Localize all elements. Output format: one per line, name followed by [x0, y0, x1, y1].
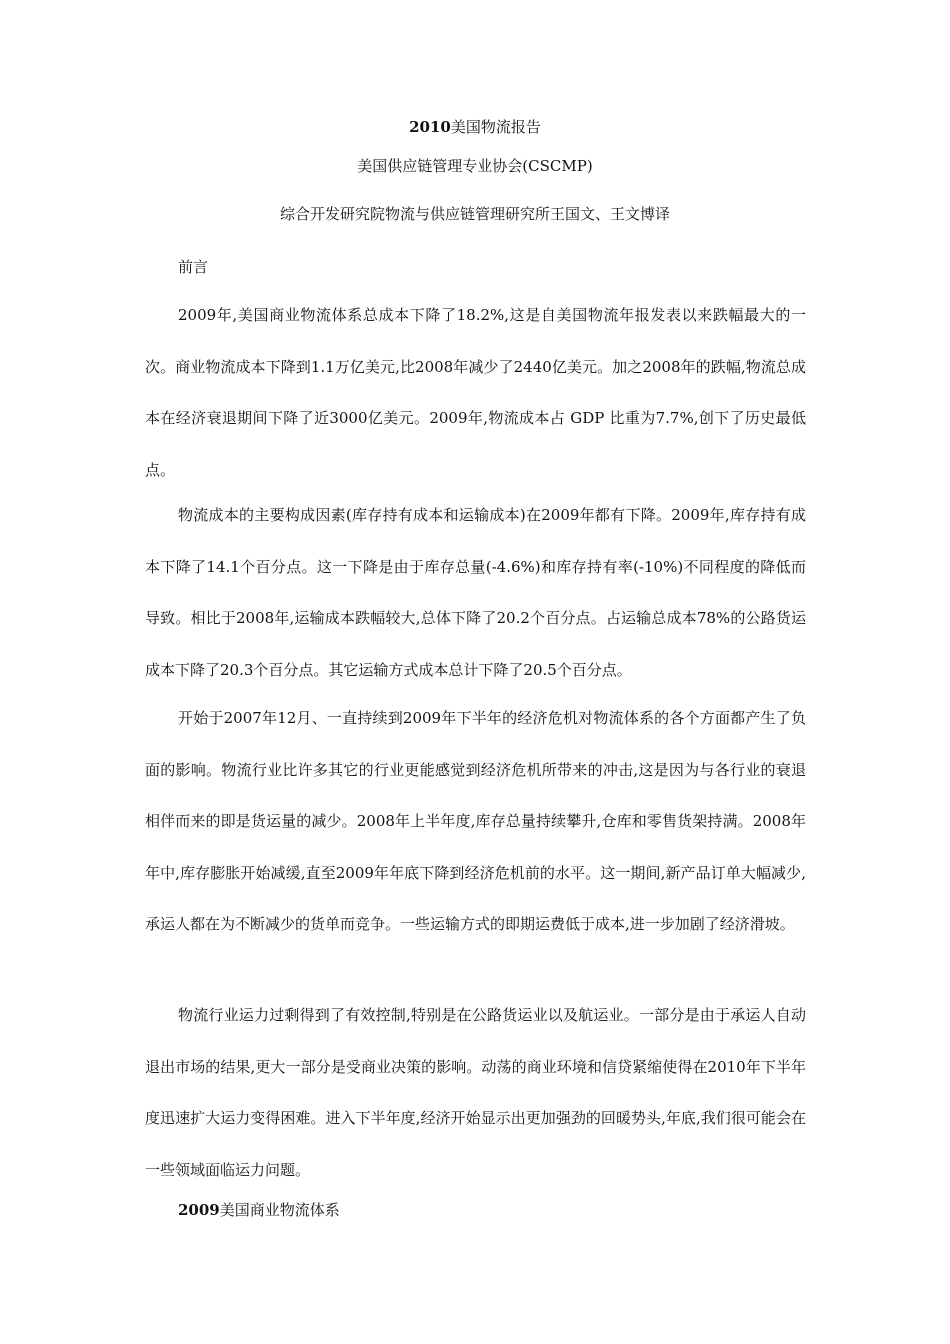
section-heading-year: 2009: [178, 1201, 220, 1219]
organization-line: 美国供应链管理专业协会(CSCMP): [357, 157, 593, 175]
section-heading-text: 美国商业物流体系: [219, 1201, 340, 1219]
section-heading: [178, 1200, 340, 1220]
document-title: [0, 117, 950, 137]
preface-heading: 前言: [178, 258, 209, 276]
paragraph-4: 物流行业运力过剩得到了有效控制,特别是在公路货运业以及航运业。一部分是由于承运人自动退出市场的结果,更大一部分是受商业决策的影响。动荡的商业环境和信贷紧缩使得在2010年下半年度迅速扩大运力变得困难。进入下半年度,经济开始显示出更加强劲的回暖势头,年底,我们很可能会在一些领域面临运力问题。: [145, 1006, 806, 1179]
title-year: 2010: [409, 118, 451, 136]
paragraph-1: 2009年,美国商业物流体系总成本下降了18.2%,这是自美国物流年报发表以来跌幅最大的一次。商业物流成本下降到1.1万亿美元,比2008年减少了2440亿美元。加之2008年的跌幅,物流总成本在经济衰退期间下降了近3000亿美元。2009年,物流成本占 GDP 比重为7.7%,创下了历史最低点。: [145, 306, 806, 479]
paragraph-3: 开始于2007年12月、一直持续到2009年下半年的经济危机对物流体系的各个方面都产生了负面的影响。物流行业比许多其它的行业更能感觉到经济危机所带来的冲击,这是因为与各行业的衰退相伴而来的即是货运量的减少。2008年上半年度,库存总量持续攀升,仓库和零售货架持满。2008年年中,库存膨胀开始减缓,直至2009年年底下降到经济危机前的水平。这一期间,新产品订单大幅减少,承运人都在为不断减少的货单而竞争。一些运输方式的即期运费低于成本,进一步加剧了经济滑坡。: [145, 709, 806, 933]
paragraph-2: 物流成本的主要构成因素(库存持有成本和运输成本)在2009年都有下降。2009年,库存持有成本下降了14.1个百分点。这一下降是由于库存总量(-4.6%)和库存持有率(-10%)不同程度的降低而导致。相比于2008年,运输成本跌幅较大,总体下降了20.2个百分点。占运输总成本78%的公路货运成本下降了20.3个百分点。其它运输方式成本总计下降了20.5个百分点。: [145, 506, 806, 679]
title-text: 美国物流报告: [450, 118, 541, 136]
translator-credit: 综合开发研究院物流与供应链管理研究所王国文、王文博译: [279, 205, 670, 223]
